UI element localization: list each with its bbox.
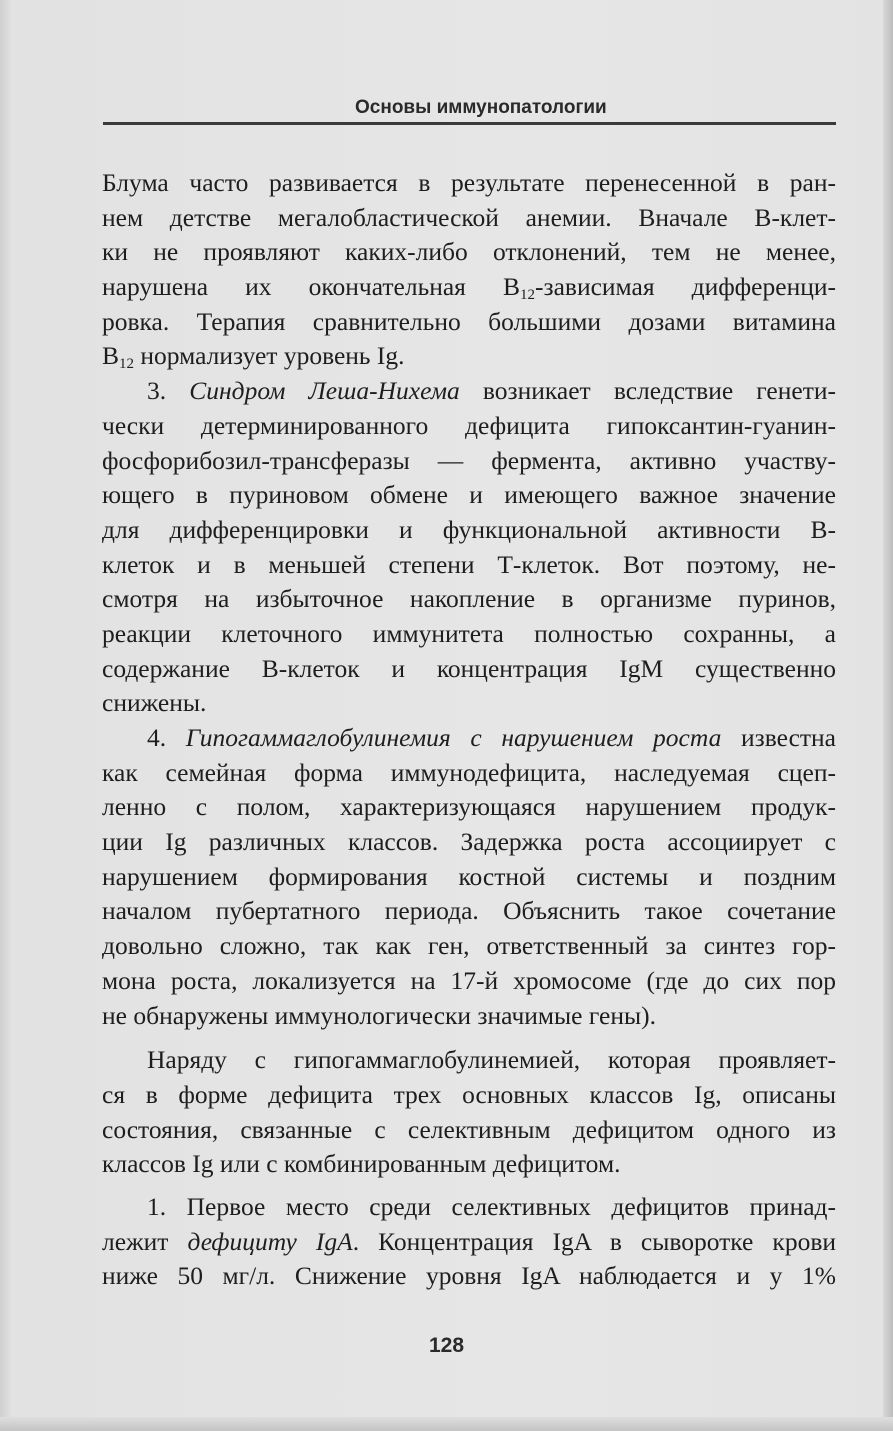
text-line: ленно с полом, характеризующаяся нарушением продук- bbox=[102, 792, 836, 822]
text-line: содержание В-клеток и концентрация IgM существенно bbox=[102, 653, 836, 683]
paragraph-1 bbox=[102, 166, 836, 374]
text-line bbox=[102, 1225, 836, 1260]
text-line: смотря на избыточное накопление в организме пуринов, bbox=[102, 584, 836, 614]
text-line: мона роста, локализуется на 17-й хромосоме (где до сих пор bbox=[102, 965, 836, 995]
text-line: ниже 50 мг/л. Снижение уровня IgA наблюдается и у 1% bbox=[102, 1261, 836, 1291]
text-line: классов Ig или с комбинированным дефицитом. bbox=[102, 1149, 621, 1179]
running-title: Основы иммунопатологии bbox=[355, 97, 607, 118]
text-line: нарушением формирования костной системы и поздним bbox=[102, 861, 836, 891]
text-line: клеток и в меньшей степени Т-клеток. Вот поэтому, не- bbox=[102, 549, 836, 579]
text-line bbox=[102, 270, 836, 305]
page-edge-right bbox=[883, 0, 893, 1431]
list-number: 3. bbox=[147, 376, 190, 406]
text-fragment: известна bbox=[721, 723, 836, 752]
text-line: Блума часто развивается в результате перенесенной в ран- bbox=[102, 168, 836, 197]
text-fragment: возникает вследствие генети- bbox=[459, 376, 836, 406]
text-fragment: нарушена их окончательная В bbox=[102, 272, 521, 302]
list-number: 4. bbox=[147, 723, 186, 752]
paragraph-2 bbox=[102, 374, 836, 721]
text-fragment: . Концентрация IgA в сыворотке крови bbox=[352, 1226, 837, 1256]
text-line: ся в форме дефицита трех основных классов Ig, описаны bbox=[102, 1079, 836, 1109]
text-fragment: лежит bbox=[102, 1226, 188, 1256]
text-line: ровка. Терапия сравнительно большими дозами витамина bbox=[102, 306, 836, 336]
header-rule bbox=[103, 122, 836, 125]
text-line: началом пубертатного периода. Объяснить такое сочетание bbox=[102, 896, 836, 926]
text-line: не обнаружены иммунологически значимые гены). bbox=[102, 1000, 656, 1030]
subscript: 12 bbox=[520, 287, 536, 304]
text-fragment: -зависимая дифференци- bbox=[535, 272, 836, 302]
paragraph-4 bbox=[102, 1043, 836, 1182]
paragraph-5 bbox=[102, 1190, 836, 1294]
text-line: 1. Первое место среди селективных дефицитов принад- bbox=[147, 1191, 836, 1221]
body-text bbox=[102, 166, 836, 1294]
text-line: состояния, связанные с селективным дефицитом одного из bbox=[102, 1114, 836, 1144]
italic-term: Гипогаммаглобулинемия с нарушением роста bbox=[185, 723, 722, 752]
text-line: нем детстве мегалобластической анемии. Вначале В-клет- bbox=[102, 202, 836, 232]
text-line: ки не проявляют каких-либо отклонений, тем не менее, bbox=[102, 237, 836, 267]
text-line bbox=[102, 339, 836, 374]
page-number: 128 bbox=[428, 1334, 465, 1357]
text-line bbox=[102, 721, 836, 756]
text-line: фосфорибозил-трансферазы — фермента, активно участву- bbox=[102, 445, 836, 475]
italic-term: дефициту IgA bbox=[187, 1226, 353, 1256]
text-line: для дифференцировки и функциональной активности В- bbox=[102, 514, 836, 544]
text-line: чески детерминированного дефицита гипоксантин-гуанин- bbox=[102, 410, 836, 440]
text-line: реакции клеточного иммунитета полностью сохранны, а bbox=[102, 618, 836, 648]
text-line: снижены. bbox=[102, 688, 207, 718]
text-line: ции Ig различных классов. Задержка роста ассоциирует с bbox=[102, 827, 836, 857]
text-line: Наряду с гипогаммаглобулинемией, которая проявляет- bbox=[147, 1045, 836, 1075]
text-line: как семейная форма иммунодефицита, наследуемая сцеп- bbox=[102, 757, 836, 787]
text-line: довольно сложно, так как ген, ответственный за синтез гор- bbox=[102, 931, 836, 961]
text-line bbox=[102, 374, 836, 409]
page-edge-bottom bbox=[0, 1417, 893, 1431]
text-fragment: нормализует уровень Ig. bbox=[134, 341, 405, 371]
text-fragment: В bbox=[102, 341, 120, 371]
subscript: 12 bbox=[119, 356, 135, 373]
paragraph-3 bbox=[102, 721, 836, 1033]
text-line: ющего в пуриновом обмене и имеющего важное значение bbox=[102, 480, 836, 510]
italic-term: Синдром Леша-Нихема bbox=[189, 376, 460, 406]
